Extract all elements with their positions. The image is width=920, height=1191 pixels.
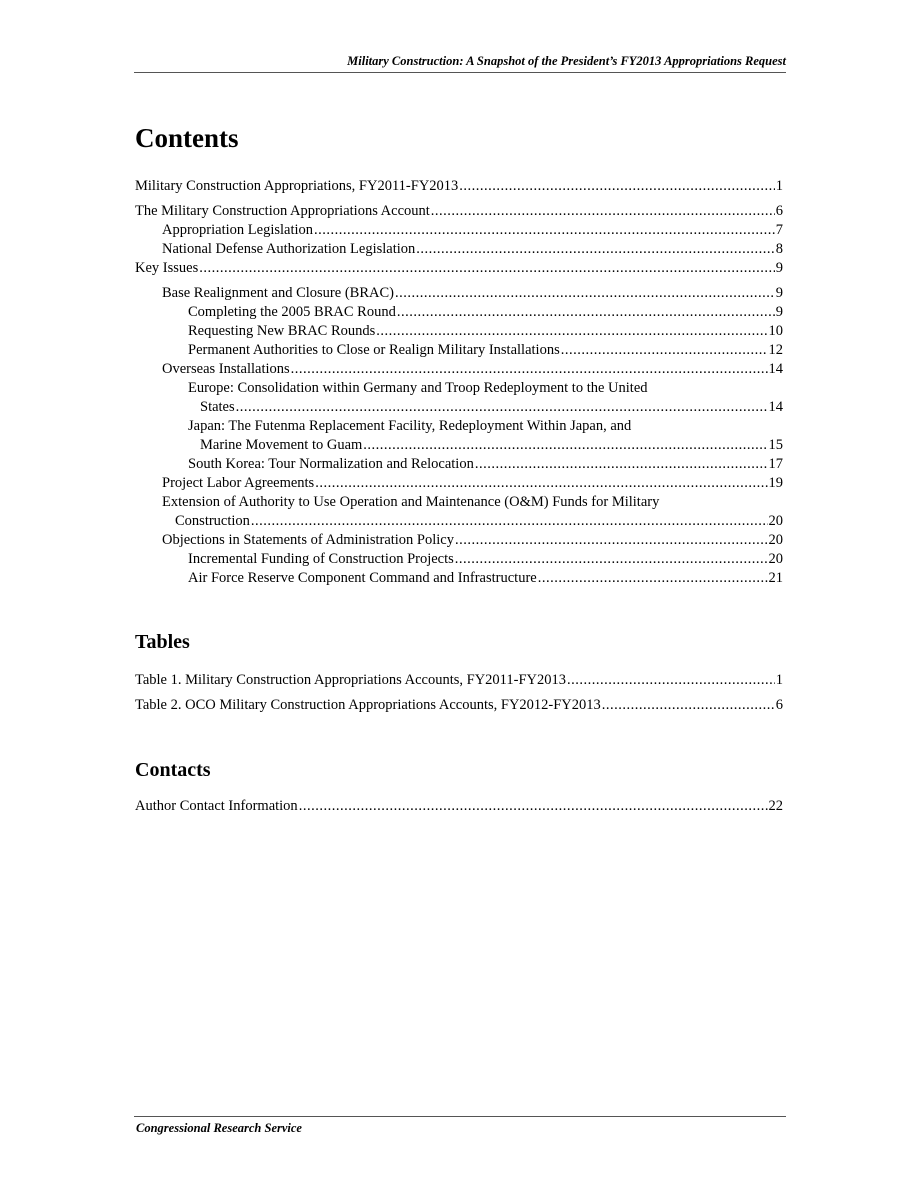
toc-entry[interactable]: Overseas Installations ..... 14 [135, 360, 783, 379]
toc-entry[interactable]: Air Force Reserve Component Command and Infrastructure ..... 21 [135, 569, 783, 588]
toc-entry[interactable]: Incremental Funding of Construction Projects ..... 20 [135, 550, 783, 569]
contacts-list [135, 797, 783, 816]
running-header: Military Construction: A Snapshot of the President’s FY2013 Appropriations Request [347, 54, 786, 68]
footer-rule [134, 1116, 786, 1117]
toc-entry[interactable]: Project Labor Agreements ..... 19 [135, 474, 783, 493]
contents-list [135, 177, 783, 588]
toc-entry[interactable]: The Military Construction Appropriations Account ..... 6 [135, 202, 783, 221]
toc-entry[interactable]: National Defense Authorization Legislation ..... 8 [135, 240, 783, 259]
toc-entry-wrapped[interactable] [135, 417, 783, 455]
toc-entry-wrapped[interactable] [135, 493, 783, 531]
toc-entry-line2: States ..... 14 [135, 398, 783, 417]
toc-entry[interactable]: South Korea: Tour Normalization and Relocation ..... 17 [135, 455, 783, 474]
toc-entry[interactable]: Key Issues ..... 9 [135, 259, 783, 278]
toc-entry-wrapped[interactable] [135, 379, 783, 417]
table-entry[interactable]: Table 1. Military Construction Appropriations Accounts, FY2011-FY2013 ..... 1 [135, 671, 783, 690]
toc-entry[interactable]: Base Realignment and Closure (BRAC) ..... 9 [135, 284, 783, 303]
toc-entry-line1: Extension of Authority to Use Operation and Maintenance (O&M) Funds for Military [162, 494, 660, 510]
toc-entry[interactable]: Requesting New BRAC Rounds ..... 10 [135, 322, 783, 341]
header-rule [134, 72, 786, 73]
toc-entry[interactable]: Objections in Statements of Administration Policy ..... 20 [135, 531, 783, 550]
toc-entry[interactable]: Military Construction Appropriations, FY2011-FY2013 ..... 1 [135, 177, 783, 196]
tables-list [135, 671, 783, 715]
toc-entry-line1: Japan: The Futenma Replacement Facility, Redeployment Within Japan, and [188, 418, 632, 434]
toc-entry[interactable]: Completing the 2005 BRAC Round ..... 9 [135, 303, 783, 322]
tables-heading: Tables [135, 631, 190, 653]
table-entry[interactable]: Table 2. OCO Military Construction Appropriations Accounts, FY2012-FY2013 ..... 6 [135, 696, 783, 715]
contents-heading: Contents [135, 123, 239, 153]
toc-entry-line1: Europe: Consolidation within Germany and Troop Redeployment to the United [188, 380, 648, 396]
page-footer: Congressional Research Service [136, 1121, 302, 1135]
toc-entry[interactable]: Appropriation Legislation ..... 7 [135, 221, 783, 240]
toc-entry-line2: Marine Movement to Guam ..... 15 [135, 436, 783, 455]
contacts-heading: Contacts [135, 759, 211, 781]
toc-entry[interactable]: Permanent Authorities to Close or Realign Military Installations ..... 12 [135, 341, 783, 360]
contact-entry[interactable]: Author Contact Information ..... 22 [135, 797, 783, 816]
toc-entry-line2: Construction ..... 20 [135, 512, 783, 531]
